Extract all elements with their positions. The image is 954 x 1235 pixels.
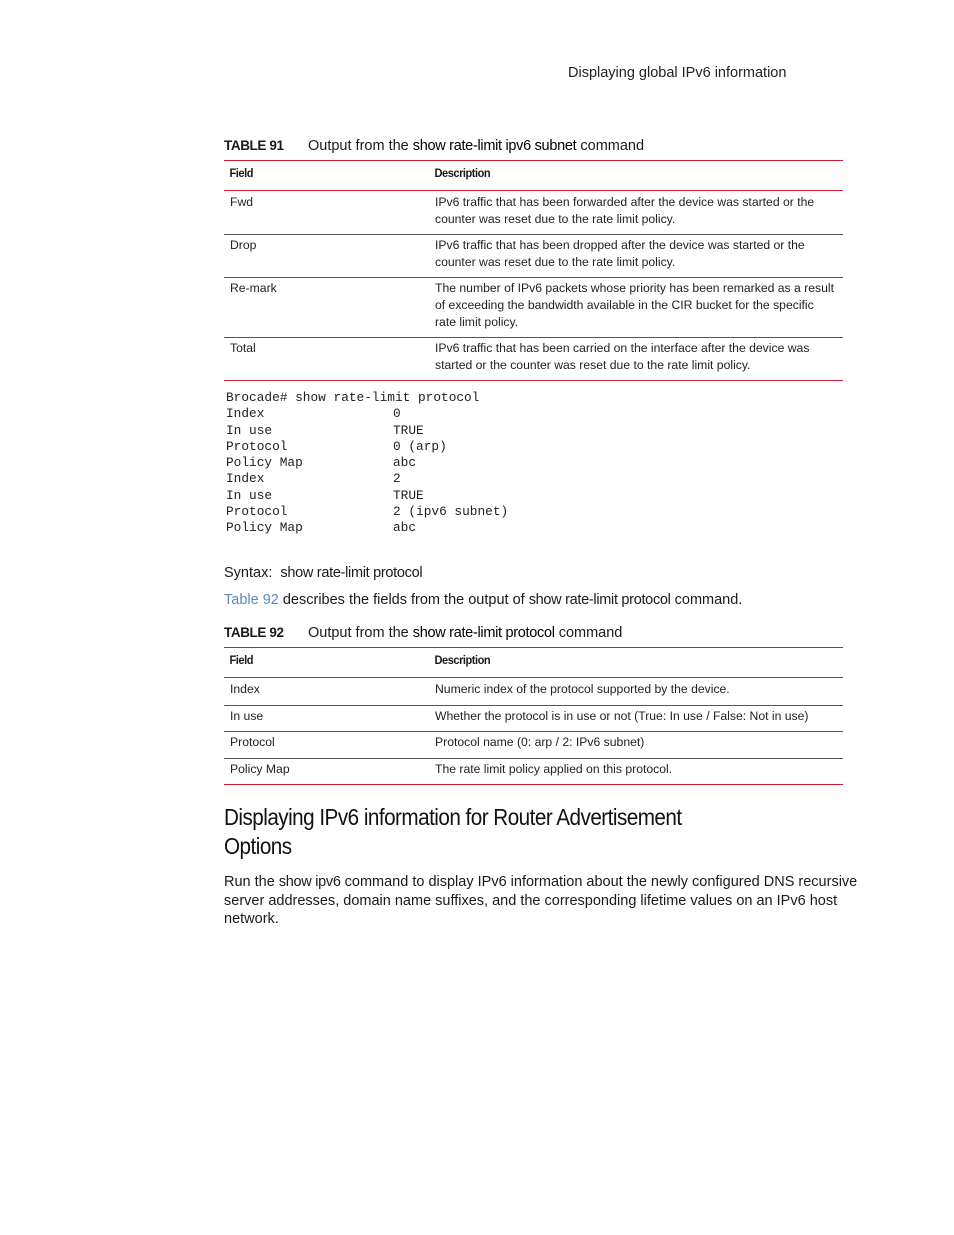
caption-suffix: command <box>558 625 623 641</box>
table-number: TABLE 92 <box>224 625 284 640</box>
syntax-label: Syntax: <box>224 565 273 581</box>
running-header: Displaying global IPv6 information <box>568 65 787 81</box>
paragraph-command: show rate-limit protocol <box>528 592 671 608</box>
cli-key: Policy Map <box>226 455 303 471</box>
table-row <box>224 338 843 381</box>
cli-output-line <box>226 520 508 536</box>
cli-value: 0 (arp) <box>393 438 447 454</box>
paragraph-text: Run the <box>224 874 275 890</box>
cli-key: Protocol <box>226 438 288 454</box>
description-cell: The rate limit policy applied on this protocol. <box>435 761 673 776</box>
paragraph-text: describes the fields from the output of <box>282 592 525 608</box>
description-cell: IPv6 traffic that has been forwarded after the device was started or the counter was reset due to the rate limit policy. <box>435 195 815 226</box>
cli-key: In use <box>226 422 273 438</box>
field-cell: Protocol <box>230 735 275 750</box>
cli-key: Index <box>226 406 265 422</box>
table-91 <box>224 160 843 381</box>
table-row <box>224 278 843 338</box>
description-cell: Protocol name (0: arp / 2: IPv6 subnet) <box>435 735 645 750</box>
cli-output-line <box>226 504 508 520</box>
description-cell: Numeric index of the protocol supported by the device. <box>435 682 730 696</box>
cli-key: Protocol <box>226 504 288 520</box>
description-cell: IPv6 traffic that has been dropped after the device was started or the counter was reset due to the rate limit policy. <box>435 238 805 269</box>
cli-value: 2 (ipv6 subnet) <box>393 504 509 520</box>
syntax-line <box>224 565 422 581</box>
cli-output-line <box>226 471 508 487</box>
table-row <box>224 191 843 235</box>
paragraph-command: show ipv6 <box>278 874 341 890</box>
syntax-command: show rate-limit protocol <box>280 565 423 581</box>
cli-output-line <box>226 439 508 455</box>
column-header-description: Description <box>434 653 491 667</box>
cli-output-line <box>226 455 508 471</box>
table-row <box>224 235 843 278</box>
table-92 <box>224 647 843 785</box>
paragraph-text: command to display IPv6 information about the newly configured DNS recursive server addresses, domain name suffixes, and the corresponding lifetime values on an IPv6 host network. <box>224 874 858 927</box>
description-cell: IPv6 traffic that has been carried on the interface after the device was started or the counter was reset due to the rate limit policy. <box>435 341 810 372</box>
description-cell: Whether the protocol is in use or not (True: In use / False: Not in use) <box>435 708 809 723</box>
field-cell: Drop <box>230 238 257 253</box>
table-number: TABLE 91 <box>224 138 284 153</box>
column-header-description: Description <box>434 166 491 180</box>
field-cell: In use <box>230 708 264 723</box>
table-header-row <box>224 648 843 678</box>
cli-value: abc <box>393 520 417 536</box>
cli-value: abc <box>393 455 417 471</box>
cli-output-line <box>226 423 508 439</box>
cli-value: 2 <box>393 471 401 487</box>
cli-key: Policy Map <box>226 520 303 536</box>
column-header-field: Field <box>229 653 253 667</box>
table-92-link[interactable]: Table 92 <box>224 592 279 608</box>
cli-output-line <box>226 488 508 504</box>
caption-suffix: command <box>580 138 645 154</box>
caption-prefix: Output from the <box>308 138 409 154</box>
cli-value: 0 <box>393 406 401 422</box>
table-row <box>224 705 843 732</box>
section-heading: Displaying IPv6 information for Router Advertisement Options <box>224 804 682 859</box>
cli-output-example <box>226 390 508 537</box>
cli-prompt-line: Brocade# show rate-limit protocol <box>226 390 480 405</box>
cli-output-line <box>226 406 508 422</box>
caption-command: show rate-limit protocol <box>412 625 555 641</box>
table-92-caption <box>224 625 622 641</box>
table-row <box>224 678 843 706</box>
field-cell: Fwd <box>230 195 254 209</box>
cli-value: TRUE <box>393 422 424 438</box>
cli-value: TRUE <box>393 487 424 503</box>
section-paragraph <box>224 873 872 929</box>
cli-key: Index <box>226 471 265 487</box>
description-paragraph <box>224 592 742 608</box>
column-header-field: Field <box>229 166 253 180</box>
caption-command: show rate-limit ipv6 subnet <box>412 138 577 154</box>
field-cell: Re-mark <box>230 281 277 296</box>
table-91-caption <box>224 138 644 154</box>
field-cell: Index <box>230 682 260 696</box>
field-cell: Policy Map <box>230 761 290 776</box>
cli-key: In use <box>226 487 273 503</box>
caption-prefix: Output from the <box>308 625 409 641</box>
field-cell: Total <box>230 341 256 356</box>
description-cell: The number of IPv6 packets whose priority has been remarked as a result of exceeding the bandwidth available in the CIR bucket for the specific rate limit policy. <box>435 281 834 329</box>
table-header-row <box>224 161 843 191</box>
table-row <box>224 758 843 785</box>
table-row <box>224 732 843 759</box>
paragraph-text: command. <box>674 592 743 608</box>
